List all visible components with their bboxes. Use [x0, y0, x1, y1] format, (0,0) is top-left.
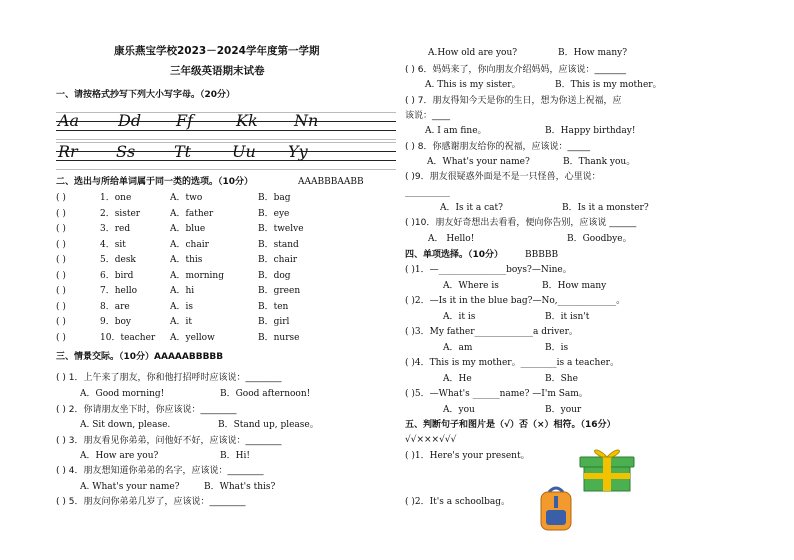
s3-q2-option-b: B．Stand up, please。 [218, 420, 319, 430]
s2-answer-paren: ( ) [56, 224, 66, 234]
s2-answer-paren: ( ) [56, 317, 66, 327]
s2-item-word: 10．teacher [100, 333, 156, 343]
letters-nn: Nn [294, 111, 319, 130]
s2-item-word: 5．desk [100, 255, 136, 265]
s2-answer-paren: ( ) [56, 302, 66, 312]
s3-q9: ( )9．朋友很疑惑外面是不是一只怪兽，心里说： [405, 172, 601, 182]
s2-answer-paren: ( ) [56, 240, 66, 250]
s2-option-b: B．twelve [258, 224, 304, 234]
s2-answer-paren: ( ) [56, 271, 66, 281]
s3-q10: ( )10．朋友好奇想出去看看，便向你告别，应该说 ______ [405, 218, 637, 228]
s4-q2: ( )2．—Is it in the blue bag?—No,_____________。 [405, 296, 626, 306]
s3-q9-continued: __________ [405, 187, 450, 197]
s3-q7-option-a: A. I am fine。 [425, 126, 487, 136]
s2-answer-paren: ( ) [56, 286, 66, 296]
s2-option-b: B．nurse [258, 333, 300, 343]
schoolbag-image [536, 484, 576, 534]
s3-q10-option-b: B．Goodbye。 [567, 234, 632, 244]
s3-q8-option-a: A．What's your name? [427, 157, 530, 167]
s2-option-a: A．is [170, 302, 193, 312]
section4-answer: BBBBB [525, 250, 559, 260]
s4-q5: ( )5．—What's ______name? —I'm Sam。 [405, 389, 588, 399]
s3-q7-option-b: B．Happy birthday! [545, 126, 636, 136]
letters-kk: Kk [236, 111, 258, 130]
s3-q6-option-b: B．This is my mother。 [555, 80, 662, 90]
s4-q5-option-b: B．your [545, 405, 582, 415]
s2-answer-paren: ( ) [56, 255, 66, 265]
s2-option-a: A．blue [170, 224, 206, 234]
s3-q4-option-b: B．What's this? [204, 482, 276, 492]
s2-answer-paren: ( ) [56, 193, 66, 203]
s2-option-a: A．chair [170, 240, 209, 250]
s3-q3-option-b: B．Hi! [220, 451, 250, 461]
s2-item-word: 3．red [100, 224, 131, 234]
s2-option-a: A．hi [170, 286, 195, 296]
s2-item-word: 4．sit [100, 240, 126, 250]
s3-q7: ( ) 7．朋友得知今天是你的生日，想为你送上祝福，应 [405, 96, 622, 106]
s5-q1: ( )1．Here's your present。 [405, 451, 530, 461]
section5-answer: √√×××√√√ [405, 435, 457, 445]
s3-q9-option-a: A．Is it a cat? [440, 203, 503, 213]
s4-q4-option-a: A．He [443, 374, 472, 384]
letters-yy: Yy [288, 142, 308, 161]
s5-q2: ( )2．It's a schoolbag。 [405, 497, 511, 507]
s3-q4-option-a: A. What's your name? [80, 482, 180, 492]
letters-uu: Uu [232, 142, 256, 161]
s2-option-a: A．yellow [170, 333, 215, 343]
s3-q2: ( ) 2．你请朋友坐下时，你应该说：________ [56, 405, 237, 415]
s4-q1: ( )1．—_______________boys?—Nine。 [405, 265, 572, 275]
s3-q5-option-b: B．How many? [558, 48, 628, 58]
s2-option-a: A．two [170, 193, 203, 203]
s2-item-word: 2．sister [100, 209, 141, 219]
letters-ss: Ss [116, 142, 136, 161]
s2-option-b: B．stand [258, 240, 299, 250]
s3-q7-continued: 该说：____ [405, 111, 451, 121]
s2-option-b: B．bag [258, 193, 291, 203]
s2-option-b: B．eye [258, 209, 290, 219]
s4-q3-option-a: A．am [443, 343, 473, 353]
section2-answer: AAABBBAABB [298, 177, 364, 187]
section5-heading: 五、判断句子和图片是（√）否（×）相符。（16分） [405, 420, 616, 430]
letters-rr: Rr [58, 142, 78, 161]
section2-heading: 二、选出与所给单词属于同一类的选项。（10分） [56, 177, 254, 187]
letters-ff: Ff [176, 111, 194, 130]
s3-q8-option-b: B．Thank you。 [563, 157, 636, 167]
s2-option-b: B．dog [258, 271, 291, 281]
s3-q6: ( ) 6．妈妈来了，你向朋友介绍妈妈，应该说：_______ [405, 65, 626, 75]
s3-q1: ( ) 1．上午来了朋友，你和他打招呼时应该说：________ [56, 373, 282, 383]
s3-q5: ( ) 5．朋友问你弟弟几岁了，应该说：________ [56, 497, 246, 507]
s3-q9-option-b: B．Is it a monster? [562, 203, 649, 213]
s2-option-a: A．morning [170, 271, 224, 281]
s3-q10-option-a: A． Hello! [428, 234, 475, 244]
s2-option-b: B．girl [258, 317, 290, 327]
s3-q3-option-a: A．How are you? [80, 451, 159, 461]
s2-option-b: B．green [258, 286, 301, 296]
s2-item-word: 1．one [100, 193, 132, 203]
s2-option-a: A．father [170, 209, 214, 219]
s2-option-b: B．ten [258, 302, 289, 312]
school-title: 康乐燕宝学校2023－2024学年度第一学期 [114, 45, 320, 57]
letters-aa: Aa [58, 111, 80, 130]
s4-q3: ( )3．My father_____________a driver。 [405, 327, 578, 337]
s4-q3-option-b: B．is [545, 343, 569, 353]
section3-heading: 三、情景交际。（10分）AAAAABBBBB [56, 352, 224, 362]
s2-item-word: 7．hello [100, 286, 138, 296]
s2-answer-paren: ( ) [56, 209, 66, 219]
s2-answer-paren: ( ) [56, 333, 66, 343]
s4-q1-option-a: A．Where is [443, 281, 499, 291]
section4-heading: 四、单项选择。（10分） [405, 250, 504, 260]
s4-q2-option-b: B．it isn't [545, 312, 590, 322]
gift-box-image [578, 443, 636, 493]
s3-q6-option-a: A. This is my sister。 [425, 80, 521, 90]
s4-q4: ( )4．This is my mother。________is a teacher。 [405, 358, 619, 368]
s2-option-a: A．it [170, 317, 192, 327]
s3-q1-option-b: B．Good afternoon! [220, 389, 311, 399]
letters-tt: Tt [174, 142, 192, 161]
s4-q1-option-b: B．How many [542, 281, 607, 291]
s3-q3: ( ) 3．朋友看见你弟弟，问他好不好，应该说：________ [56, 436, 282, 446]
s3-q1-option-a: A．Good morning! [80, 389, 165, 399]
s4-q5-option-a: A．you [443, 405, 475, 415]
s2-item-word: 6．bird [100, 271, 134, 281]
s3-q4: ( ) 4．朋友想知道你弟弟的名字，应该说：________ [56, 466, 264, 476]
s3-q5-option-a: A.How old are you? [428, 48, 518, 58]
s3-q2-option-a: A. Sit down, please. [80, 420, 171, 430]
exam-title: 三年级英语期末试卷 [170, 65, 265, 77]
s2-item-word: 9．boy [100, 317, 131, 327]
s2-option-b: B．chair [258, 255, 297, 265]
s4-q2-option-a: A．it is [443, 312, 476, 322]
s3-q8: ( ) 8．你感谢朋友给你的祝福，应该说：_____ [405, 142, 590, 152]
s2-item-word: 8．are [100, 302, 130, 312]
letters-dd: Dd [118, 111, 142, 130]
s4-q4-option-b: B．She [545, 374, 578, 384]
s2-option-a: A．this [170, 255, 203, 265]
section1-heading: 一、请按格式抄写下列大小写字母。（20分） [56, 90, 236, 100]
